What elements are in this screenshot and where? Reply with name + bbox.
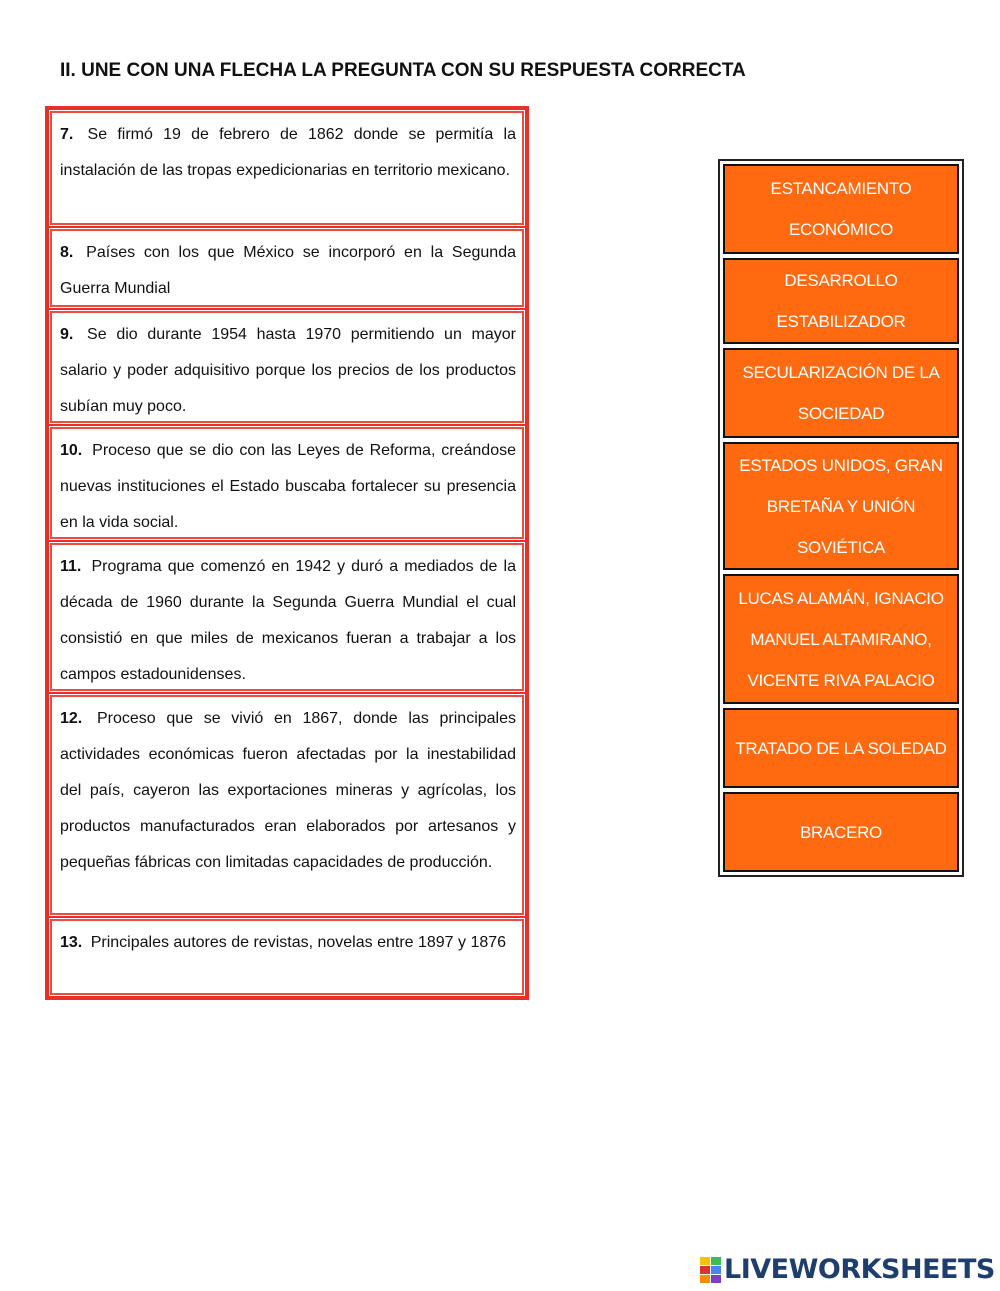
question-number: 12.: [60, 710, 83, 727]
question-text: Se firmó 19 de febrero de 1862 donde se permitía la instalación de las tropas expedicionarias en territorio mexicano.: [60, 126, 516, 179]
logo-square: [711, 1266, 721, 1274]
question-number: 9.: [60, 326, 74, 343]
question-10[interactable]: [50, 427, 524, 539]
answer-lucas-alaman[interactable]: LUCAS ALAMÁN, IGNACIO MANUEL ALTAMIRANO, VICENTE RIVA PALACIO: [723, 574, 959, 704]
question-11[interactable]: [50, 543, 524, 691]
question-7[interactable]: [50, 111, 524, 225]
question-text: Proceso que se dio con las Leyes de Reforma, creándose nuevas instituciones el Estado buscaba fortalecer su presencia en la vida social.: [60, 442, 516, 531]
answer-bracero[interactable]: BRACERO: [723, 792, 959, 872]
question-text: Proceso que se vivió en 1867, donde las principales actividades económicas fueron afectadas por la inestabilidad del país, cayeron las exportaciones mineras y agrícolas, los productos manufacturados eran elaborados por artesanos y pequeñas fábricas con limitadas capacidades de producción.: [60, 710, 516, 871]
answer-desarrollo-estabilizador[interactable]: DESARROLLO ESTABILIZADOR: [723, 258, 959, 344]
question-text: Programa que comenzó en 1942 y duró a mediados de la década de 1960 durante la Segunda Guerra Mundial el cual consistió en que miles de mexicanos fueran a trabajar a los campos estadounidenses.: [60, 558, 516, 683]
liveworksheets-logo: [700, 1254, 995, 1285]
logo-square: [700, 1266, 710, 1274]
worksheet-title: II. UNE CON UNA FLECHA LA PREGUNTA CON SU RESPUESTA CORRECTA: [60, 60, 746, 81]
answer-tratado-soledad[interactable]: TRATADO DE LA SOLEDAD: [723, 708, 959, 788]
question-text: Se dio durante 1954 hasta 1970 permitiendo un mayor salario y poder adquisitivo porque los precios de los productos subían muy poco.: [60, 326, 516, 415]
logo-square: [711, 1275, 721, 1283]
question-9[interactable]: [50, 311, 524, 423]
question-8[interactable]: [50, 229, 524, 307]
question-text: Principales autores de revistas, novelas entre 1897 y 1876: [90, 934, 507, 951]
question-number: 10.: [60, 442, 83, 459]
logo-mark-icon: [700, 1257, 721, 1283]
questions-column: [45, 106, 529, 1000]
answer-estancamiento-economico[interactable]: ESTANCAMIENTO ECONÓMICO: [723, 164, 959, 254]
logo-square: [711, 1257, 721, 1265]
question-number: 8.: [60, 244, 74, 261]
logo-square: [700, 1257, 710, 1265]
logo-square: [700, 1275, 710, 1283]
answer-estados-unidos[interactable]: ESTADOS UNIDOS, GRAN BRETAÑA Y UNIÓN SOVIÉTICA: [723, 442, 959, 570]
question-number: 11.: [60, 558, 82, 575]
answer-secularizacion-sociedad[interactable]: SECULARIZACIÓN DE LA SOCIEDAD: [723, 348, 959, 438]
question-number: 13.: [60, 934, 83, 951]
question-13[interactable]: [50, 919, 524, 995]
logo-text: LIVEWORKSHEETS: [724, 1254, 995, 1285]
question-number: 7.: [60, 126, 74, 143]
question-12[interactable]: [50, 695, 524, 915]
answers-column: [718, 159, 964, 877]
question-text: Países con los que México se incorporó en la Segunda Guerra Mundial: [60, 244, 516, 297]
